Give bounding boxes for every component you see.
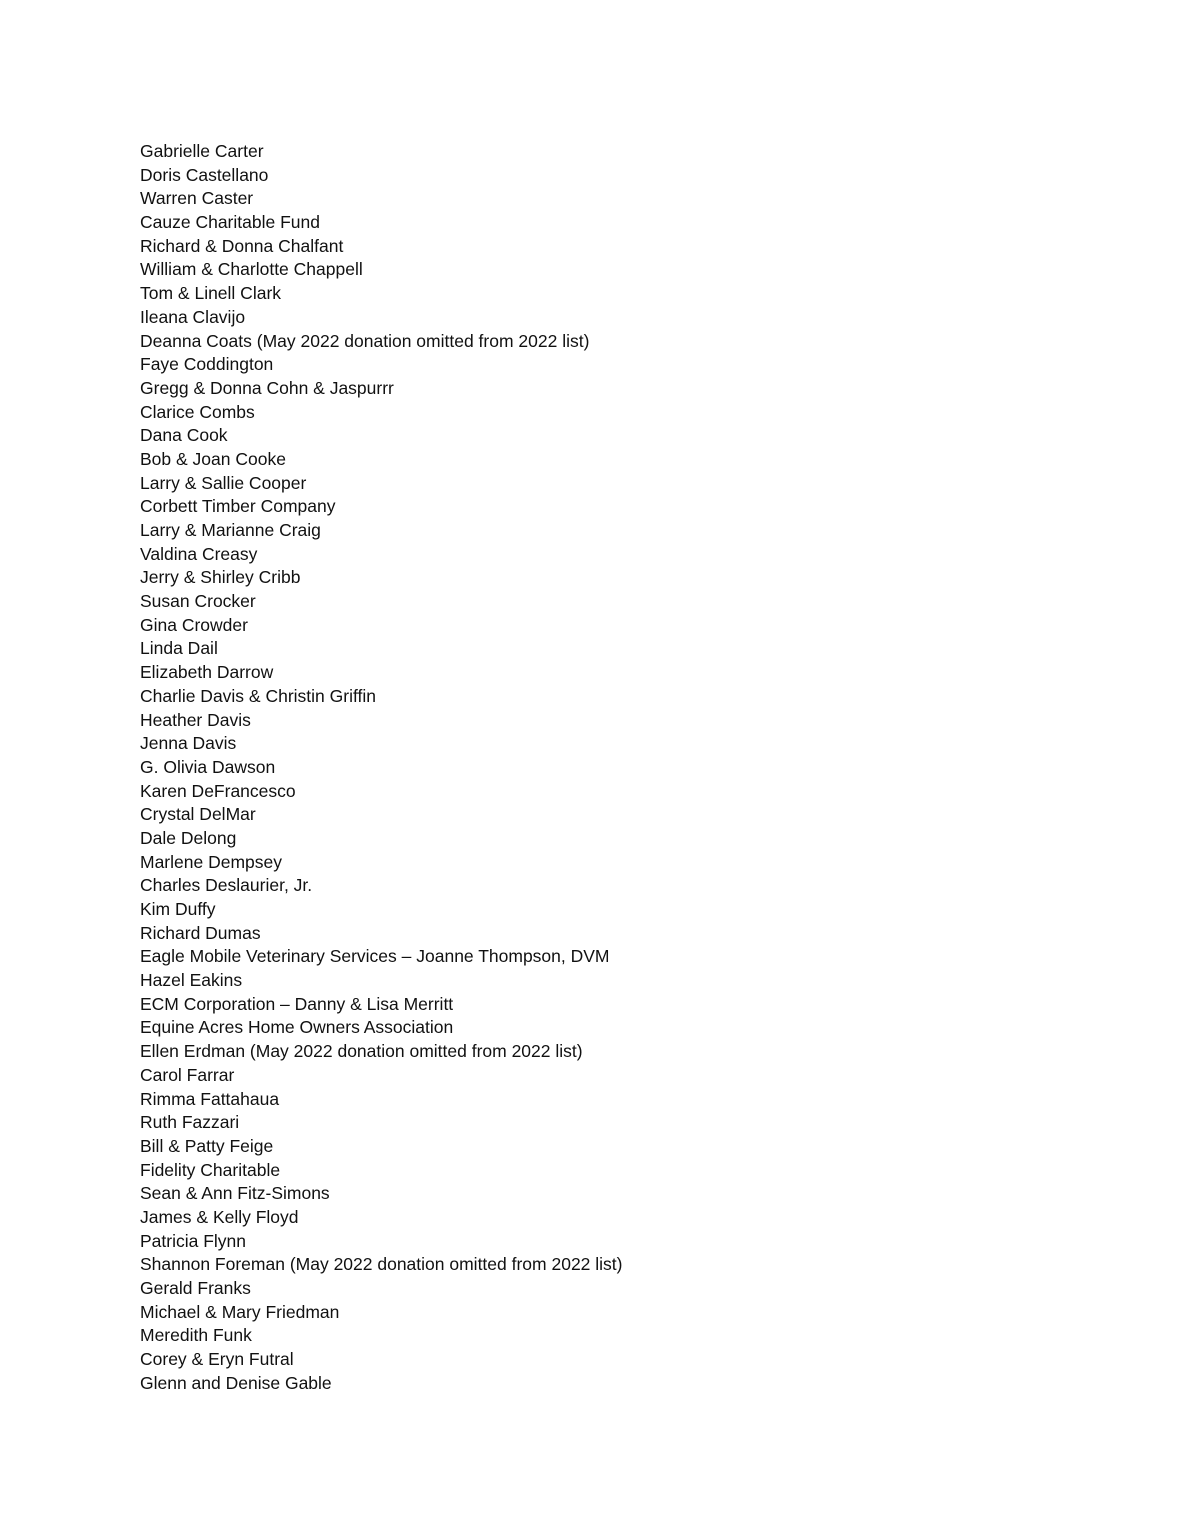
donor-name: Rimma Fattahaua [140, 1088, 280, 1109]
donor-name: Kim Duffy [140, 899, 216, 919]
donor-name: Karen DeFrancesco [140, 780, 296, 801]
donor-name: Dana Cook [140, 425, 228, 446]
donor-name: Jerry & Shirley Cribb [140, 567, 301, 588]
donor-name: Marlene Dempsey [140, 851, 282, 872]
donor-list [140, 140, 623, 1395]
donor-name: Gregg & Donna Cohn & Jaspurrr [140, 377, 394, 398]
donor-name: Carol Farrar [140, 1064, 235, 1085]
donor-name: Corey & Eryn Futral [140, 1349, 294, 1370]
donor-name: Ellen Erdman (May 2022 donation omitted from 2022 list) [140, 1041, 583, 1062]
donor-name: Doris Castellano [140, 164, 269, 185]
donor-name: Jenna Davis [140, 733, 237, 754]
donor-name: Hazel Eakins [140, 970, 243, 991]
donor-name: Cauze Charitable Fund [140, 212, 320, 233]
donor-name: Gabrielle Carter [140, 141, 264, 161]
donor-name: Tom & Linell Clark [140, 283, 282, 304]
donor-name: Larry & Marianne Craig [140, 520, 321, 540]
donor-name: Ileana Clavijo [140, 306, 246, 327]
donor-name: Sean & Ann Fitz-Simons [140, 1183, 330, 1204]
donor-name: William & Charlotte Chappell [140, 259, 363, 280]
donor-name: Charles Deslaurier, Jr. [140, 875, 313, 896]
donor-name: James & Kelly Floyd [140, 1206, 299, 1227]
donor-name: Fidelity Charitable [140, 1159, 281, 1180]
donor-name: Deanna Coats (May 2022 donation omitted from 2022 list) [140, 330, 590, 351]
donor-name: Richard & Donna Chalfant [140, 235, 344, 256]
donor-name: Faye Coddington [140, 354, 274, 375]
donor-name: Shannon Foreman (May 2022 donation omitted from 2022 list) [140, 1254, 623, 1275]
donor-name: Gerald Franks [140, 1278, 251, 1298]
donor-name: Crystal DelMar [140, 804, 256, 825]
donor-name: Ruth Fazzari [140, 1112, 240, 1133]
donor-name: Patricia Flynn [140, 1230, 247, 1251]
donor-name: Dale Delong [140, 827, 237, 848]
donor-name: Michael & Mary Friedman [140, 1301, 340, 1322]
donor-name: Linda Dail [140, 638, 218, 659]
donor-name: Glenn and Denise Gable [140, 1372, 332, 1393]
donor-name: Meredith Funk [140, 1325, 252, 1346]
donor-name: Valdina Creasy [140, 543, 258, 564]
donor-name: Charlie Davis & Christin Griffin [140, 685, 376, 706]
donor-name: Corbett Timber Company [140, 496, 336, 517]
donor-name: Bob & Joan Cooke [140, 448, 286, 469]
donor-name: Heather Davis [140, 709, 251, 730]
donor-name: G. Olivia Dawson [140, 756, 276, 777]
donor-name: Gina Crowder [140, 614, 248, 635]
donor-name: Susan Crocker [140, 591, 256, 612]
donor-name: Larry & Sallie Cooper [140, 472, 307, 493]
donor-name: Bill & Patty Feige [140, 1135, 274, 1156]
donor-name: Clarice Combs [140, 401, 255, 422]
donor-name: ECM Corporation – Danny & Lisa Merritt [140, 993, 454, 1014]
donor-name: Elizabeth Darrow [140, 662, 274, 683]
donor-name: Warren Caster [140, 188, 254, 209]
donor-name: Eagle Mobile Veterinary Services – Joanne Thompson, DVM [140, 946, 610, 967]
donor-name: Richard Dumas [140, 922, 261, 943]
donor-name: Equine Acres Home Owners Association [140, 1017, 454, 1038]
